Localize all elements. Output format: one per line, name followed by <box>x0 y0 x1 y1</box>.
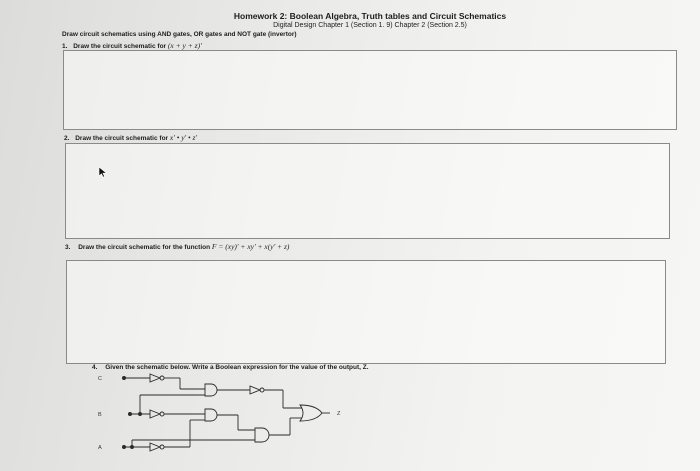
and-gate-3 <box>255 428 269 442</box>
input-c-node <box>122 376 126 380</box>
input-a-label: A <box>98 445 102 451</box>
question-3-expression: F = (xy)' + xy' + x(y' + z) <box>211 242 290 251</box>
and-gate-2 <box>205 409 217 421</box>
inverter-a <box>150 443 160 451</box>
question-3-text: Draw the circuit schematic for the function <box>78 244 211 251</box>
question-1-number: 1. <box>62 43 68 50</box>
question-1-expression: (x + y + z)' <box>167 41 202 50</box>
and-gate-1 <box>205 384 217 396</box>
page-title: Homework 2: Boolean Algebra, Truth tables and Circuit Schematics <box>233 11 507 21</box>
instructions: Draw circuit schematics using AND gates, OR gates and NOT gate (invertor) <box>62 31 297 38</box>
inverter-b <box>150 410 160 418</box>
question-2-text: Draw the circuit schematic for <box>75 135 169 142</box>
input-b-node <box>128 412 132 416</box>
input-c-label: C <box>98 376 102 382</box>
question-2-number: 2. <box>64 135 70 142</box>
question-4-number: 4. <box>92 364 98 371</box>
inverter-c <box>150 374 160 382</box>
or-gate-output <box>300 405 322 421</box>
question-4-text: Given the schematic below. Write a Boolean expression for the value of the output, Z. <box>105 364 369 371</box>
mouse-pointer-icon <box>98 166 108 178</box>
inverter-g1 <box>250 386 260 394</box>
question-3-number: 3. <box>65 244 71 251</box>
page-subtitle: Digital Design Chapter 1 (Section 1. 9) Chapter 2 (Section 2.5) <box>273 22 467 29</box>
output-z-label: Z <box>337 411 341 417</box>
question-2-expression: x' • y' • z' <box>169 133 198 142</box>
input-a-node <box>122 445 126 449</box>
input-b-label: B <box>98 412 102 418</box>
question-1-text: Draw the circuit schematic for <box>73 43 167 50</box>
